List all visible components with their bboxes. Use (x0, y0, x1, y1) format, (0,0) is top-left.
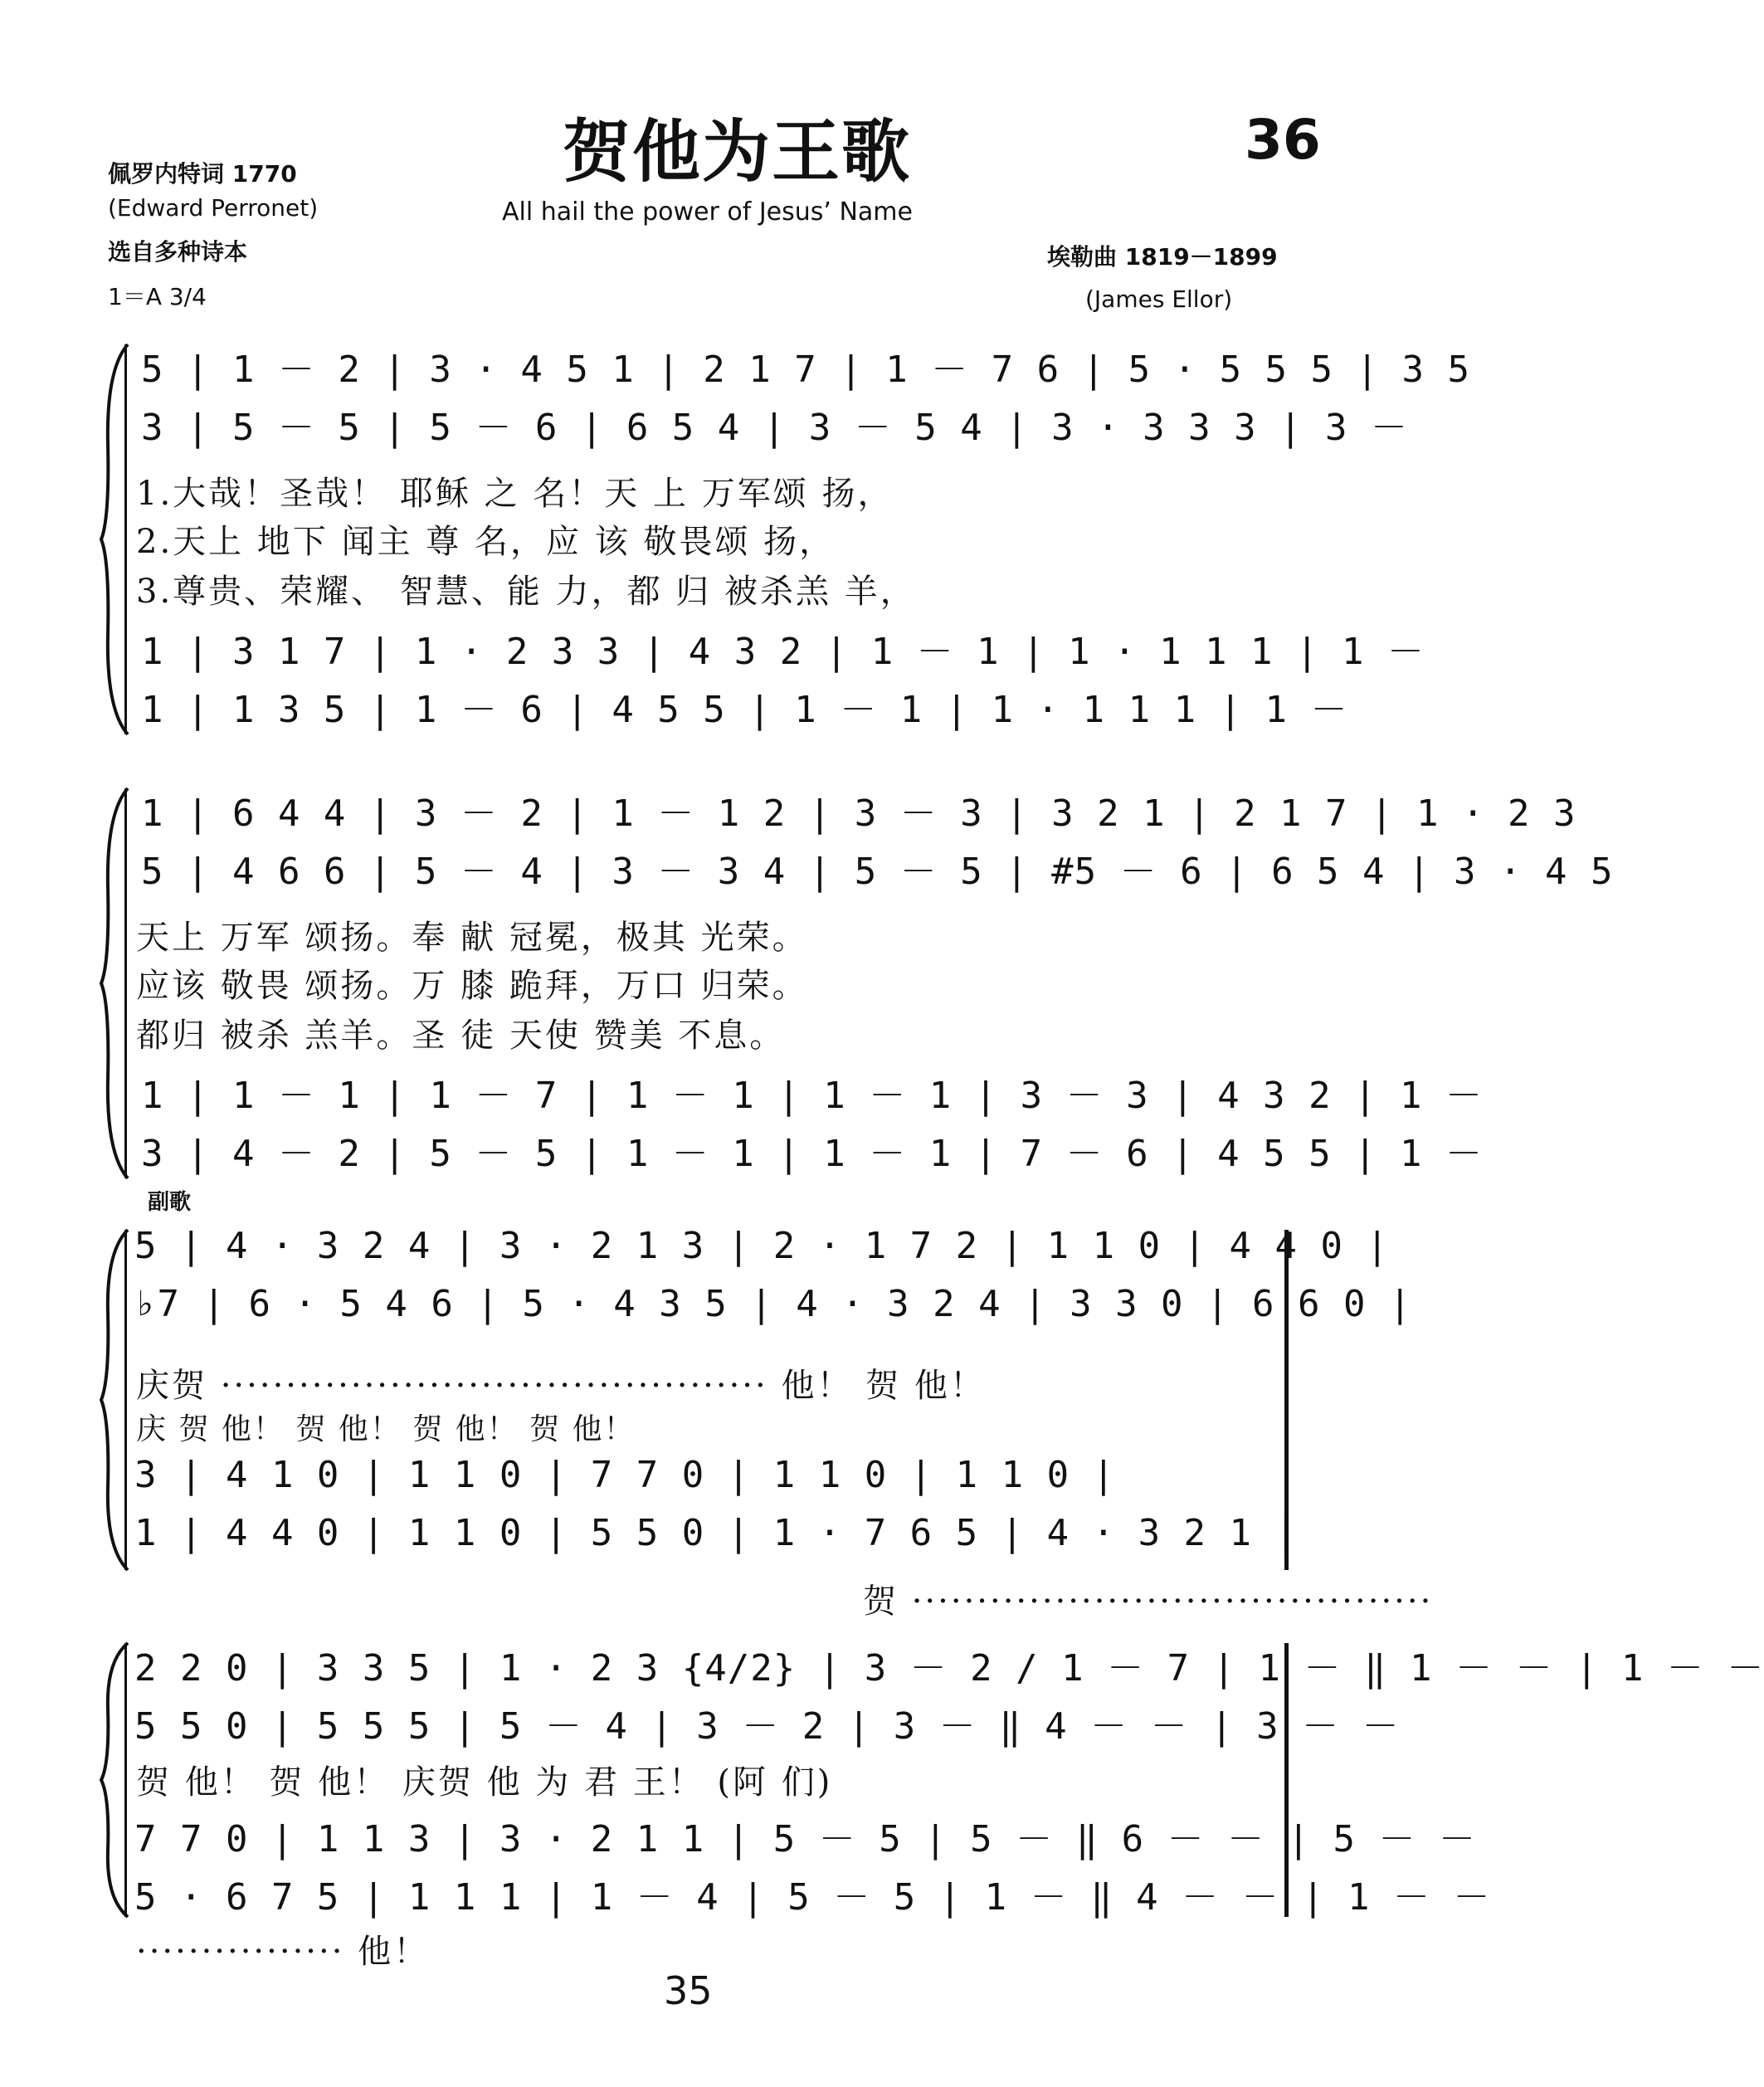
lyric-verse-2: 应该 敬畏 颂扬。万 膝 跪拜，万口 归荣。 (136, 967, 808, 1005)
system-left-barline (124, 1230, 127, 1570)
system-left-barline (124, 1643, 127, 1917)
soprano-line: 1 | 6 4 4 | 3 － 2 | 1 － 1 2 | 3 － 3 | 3 2 1 | 2 1 7 | 1 · 2 3 (141, 792, 1576, 835)
score-system-4 (0, 1626, 1764, 1983)
page-number: 35 (664, 1968, 713, 2013)
bass-line: 5 · 6 7 5 | 1 1 1 | 1 － 4 | 5 － 5 | 1 － ‖ 4 － － | 1 － － (134, 1876, 1491, 1919)
score-system-2 (0, 772, 1614, 1187)
score-system-3 (0, 1213, 1434, 1621)
alto-line: ♭7 | 6 · 5 4 6 | 5 · 4 3 5 | 4 · 3 2 4 | 3 3 0 | 6 6 0 | (134, 1283, 1412, 1325)
bass-line: 1 | 4 4 0 | 1 1 0 | 5 5 0 | 1 · 7 6 5 | 4 · 3 2 1 | (134, 1512, 1299, 1554)
alto-line: 5 5 0 | 5 5 5 | 5 － 4 | 3 － 2 | 3 － ‖ 4 － － | 3 － － (134, 1705, 1400, 1748)
key-time-signature: 1＝A 3/4 (108, 283, 207, 310)
lyric-verse-2: 2.天上 地下 闻主 尊 名，应 该 敬畏颂 扬， (136, 523, 836, 561)
tenor-line: 3 | 4 1 0 | 1 1 0 | 7 7 0 | 1 1 0 | 1 1 0 | (134, 1454, 1116, 1496)
soprano-line: 5 | 4 · 3 2 4 | 3 · 2 1 3 | 2 · 1 7 2 | 1 1 0 | 4 4 0 | (134, 1225, 1389, 1267)
lyric-line: 贺 他！ 贺 他！ 庆贺 他 为 君 王！ (阿 们) (136, 1763, 833, 1802)
tenor-line: 1 | 1 － 1 | 1 － 7 | 1 － 1 | 1 － 1 | 3 － 3 | 4 3 2 | 1 － (141, 1075, 1484, 1117)
lyricist-cn: 佩罗内特词 1770 (108, 160, 297, 188)
soprano-line: 5 | 1 － 2 | 3 · 4 5 1 | 2 1 7 | 1 － 7 6 | 5 · 5 5 5 | 3 5 (141, 349, 1470, 391)
lyric-verse-1: 1.大哉！圣哉！ 耶稣 之 名！天 上 万军颂 扬， (136, 475, 894, 513)
lyric-verse-3: 3.尊贵、荣耀、 智慧、能 力，都 归 被杀羔 羊， (136, 573, 916, 611)
bass-lyric: 贺 ········································ (863, 1582, 1434, 1621)
hymn-number: 36 (1245, 108, 1321, 172)
bass-lyric: ················ 他！ (136, 1933, 430, 1971)
composer-en: (James Ellor) (1085, 285, 1233, 313)
lyricist-en: (Edward Perronet) (108, 194, 319, 222)
hymn-subtitle: All hail the power of Jesus’ Name (502, 197, 913, 227)
system-left-barline (124, 344, 127, 734)
tenor-line: 1 | 3 1 7 | 1 · 2 3 3 | 4 3 2 | 1 － 1 | 1 · 1 1 1 | 1 － (141, 631, 1425, 673)
lyric-verse-3: 都归 被杀 羔羊。圣 徒 天使 赞美 不息。 (136, 1017, 786, 1055)
composer-cn: 埃勒曲 1819－1899 (1047, 243, 1278, 271)
tenor-line: 7 7 0 | 1 1 3 | 3 · 2 1 1 | 5 － 5 | 5 － ‖ 6 － － | 5 － － (134, 1818, 1477, 1860)
refrain-lyric-lower: 庆 贺 他！ 贺 他！ 贺 他！ 贺 他！ (136, 1412, 636, 1446)
hymn-title: 贺他为王歌 (563, 112, 912, 192)
system-left-barline (124, 788, 127, 1178)
source-note: 选自多种诗本 (108, 238, 248, 266)
bass-line: 1 | 1 3 5 | 1 － 6 | 4 5 5 | 1 － 1 | 1 · 1 1 1 | 1 － (141, 689, 1348, 731)
alto-line: 3 | 5 － 5 | 5 － 6 | 6 5 4 | 3 － 5 4 | 3 · 3 3 3 | 3 － (141, 407, 1409, 449)
lyric-verse-1: 天上 万军 颂扬。奉 献 冠冕，极其 光荣。 (136, 919, 808, 957)
alto-line: 5 | 4 6 6 | 5 － 4 | 3 － 3 4 | 5 － 5 | #5 － 6 | 6 5 4 | 3 · 4 5 (141, 851, 1614, 893)
refrain-lyric-upper: 庆贺 ·········································· 他！ 贺 他！ (136, 1367, 986, 1405)
score-system-1 (0, 328, 1470, 743)
bass-line: 3 | 4 － 2 | 5 － 5 | 1 － 1 | 1 － 1 | 7 － 6 | 4 5 5 | 1 － (141, 1133, 1484, 1175)
soprano-line: 2 2 0 | 3 3 5 | 1 · 2 3 {4/2} | 3 － 2 / 1 － 7 | 1 － ‖ 1 － － | 1 － － (134, 1647, 1764, 1690)
refrain-label: 副歌 (148, 1190, 192, 1215)
